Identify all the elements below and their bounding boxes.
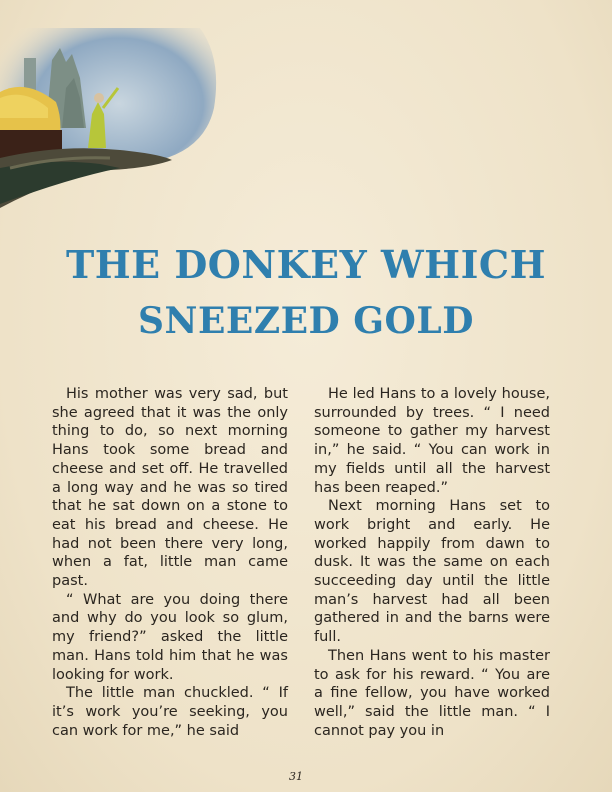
story-title-line-2: SNEEZED GOLD	[138, 300, 474, 342]
paragraph: Then Hans went to his master to ask for his reward. “ You are a fine fellow, you have worked well,” said the little man. “ I cannot pay you in	[314, 647, 550, 739]
paragraph: He led Hans to a lovely house, surrounded by trees. “ I need someone to gather my harvest in,” he said. “ You can work in my fields until all the harvest has been reaped.”	[314, 386, 550, 496]
paragraph: Next morning Hans set to work bright and early. He worked happily from dawn to dusk. It was the same on each succeeding day until the little man’s harvest had all been gathered in and the barns were full.	[314, 498, 550, 646]
castle-with-figure-illustration	[0, 18, 230, 208]
story-title-line-1: THE DONKEY WHICH	[65, 242, 546, 287]
paragraph: “ What are you doing there and why do you look so glum, my friend?” asked the little man. Hans told him that he was looking for work.	[52, 591, 288, 683]
paragraph: His mother was very sad, but she agreed that it was the only thing to do, so next morning Hans took some bread and cheese and set off. He travelled a long way and he was so tired that he sat down on a stone to eat his bread and cheese. He had not been there very long, when a fat, little man came past.	[52, 386, 288, 590]
paragraph: The little man chuckled. “ If it’s work you’re seeking, you can work for me,” he said	[52, 685, 288, 739]
right-text-column	[314, 385, 550, 740]
page-number: 31	[289, 770, 303, 783]
left-text-column	[52, 385, 288, 740]
